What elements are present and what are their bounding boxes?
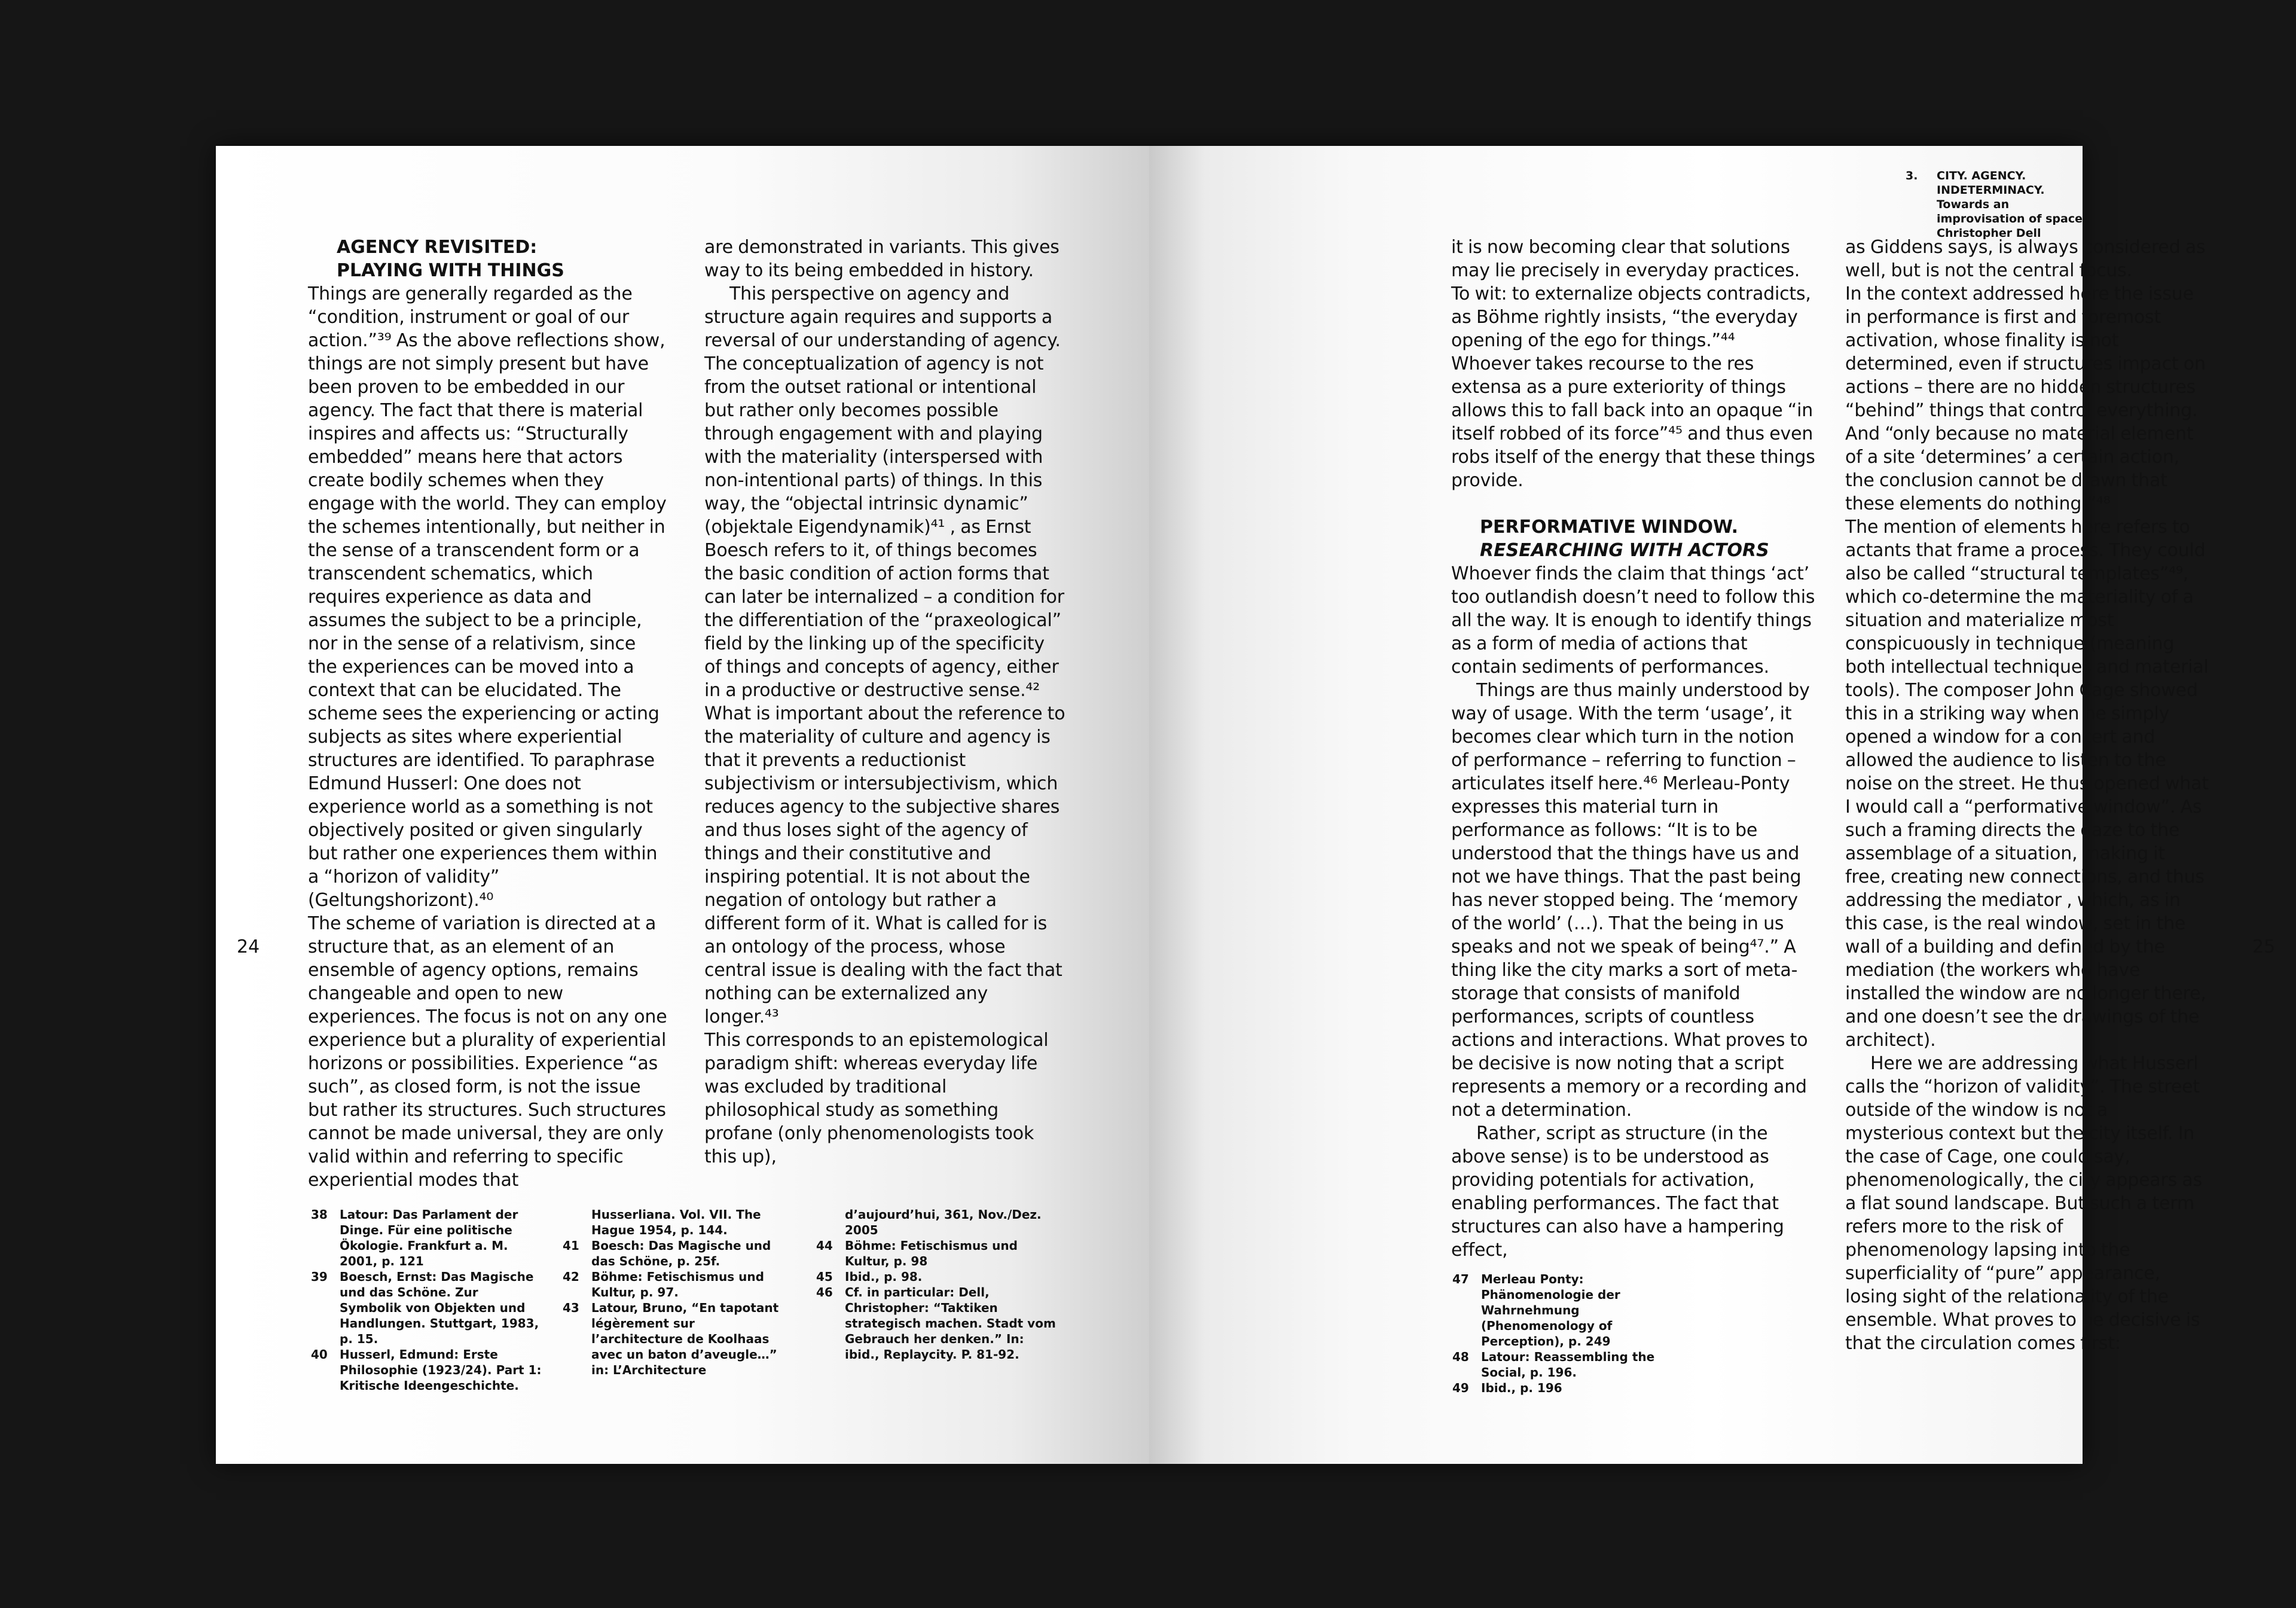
- right-column-1: [1451, 236, 1816, 1262]
- left-page: [216, 146, 1149, 1464]
- paragraph: as Giddens says, is always considered as well, but is not the central focus.: [1845, 237, 2206, 281]
- book-spread: [216, 146, 2276, 1464]
- paragraph: Things are generally regarded as the “condition, instrument or goal of our action.”³⁹ As the above reflections show, things are not simply present but have been proven to be embedded in our agency. The fact that there is material inspires and affects us: “Structurally embedded” means here that actors create bodily schemes when they engage with the world. They can employ the schemes intentionally, but neither in the sense of a transcendent form or a transcendent schematics, which requires experience as data and assumes the subject to be a principle, nor in the sense of a relativism, since the experiences can be moved into a context that can be elucidated. The scheme sees the experiencing or acting subjects as sites where experiential structures are identified. To paraphrase Edmund Husserl: One does not experience world as a something is not objectively posited or given singularly but rather one experiences them within a “horizon of validity” (Geltungshorizont).⁴⁰: [308, 283, 667, 911]
- right-column-2: [1845, 236, 2210, 1355]
- footnotes-col: [1452, 1271, 1696, 1396]
- left-column-2: [704, 236, 1066, 1168]
- page-number: 24: [237, 936, 260, 957]
- paragraph: Rather, script as structure (in the above sense) is to be understood as providing potentials for activation, enabling performances. The fact that structures can also have a hampering effect,: [1451, 1123, 1784, 1261]
- page-number: 25: [2252, 936, 2276, 957]
- paragraph: In the context addressed here the issue in performance is first and foremost activation, whose finality is not determined, even if structures impact on actions – there are no hidden structures “behind” things that control everything. And “only because no material element of a site ‘determines’ a certain action, the conclusion cannot be drawn that these elements do nothing.”⁴⁸: [1845, 283, 2206, 514]
- footnotes-col-1: [311, 1207, 543, 1393]
- footnote: Husserliana. Vol. VII. The Hague 1954, p. 144.: [591, 1207, 761, 1237]
- footnotes-col-3: [816, 1207, 1060, 1362]
- footnote: 40 Husserl, Edmund: Erste Philosophie (1923/24). Part 1: Kritische Ideengeschichte.: [311, 1347, 542, 1393]
- paragraph: Things are thus mainly understood by way of usage. With the term ‘usage’, it becomes clear which turn in the notion of performance – referring to function – articulates itself here.⁴⁶ Merleau-Ponty expresses this material turn in performance as follows: “It is to be understood that the things have us and not we have things. That the past being has never stopped being. The ‘memory of the world’ (…). That the being in us speaks and not we speak of being⁴⁷.” A thing like the city marks a sort of meta-storage that consists of manifold performances, scripts of countless actions and interactions. What proves to be decisive is now noting that a script represents a memory or a recording and not a determination.: [1451, 680, 1810, 1121]
- paragraph: Here we are addressing what Husserl calls the “horizon of validity”. The street outside of the window is not a mysterious context but the city itself. In the case of Cage, one could say, phenomenologically, the city appears as a flat sound landscape. But such a term refers more to the risk of phenomenology lapsing into the superficiality of “pure” appearance, losing sight of the relationality of the ensemble. What proves to be decisive is that the circulation comes first:: [1845, 1053, 2203, 1354]
- left-column-1: [308, 236, 670, 1192]
- paragraph: Whoever finds the claim that things ‘act’ too outlandish doesn’t need to follow this all the way. It is enough to identify things as a form of media of actions that contain sediments of performances.: [1451, 563, 1815, 678]
- paragraph: it is now becoming clear that solutions may lie precisely in everyday practices. To wit: to externalize objects contradicts, as Böhme rightly insists, “the everyday opening of the ego for things.”⁴⁴ Whoever takes recourse to the res extensa as a pure exteriority of things allows this to fall back into an opaque “in itself robbed of its force”⁴⁵ and thus even robs itself of the energy that these things provide.: [1451, 237, 1815, 491]
- footnote: 49 Ibid., p. 196: [1452, 1381, 1562, 1395]
- footnote: 43 Latour, Bruno, “En tapotant légèrement sur l’architecture de Koolhaas avec un baton d’aveugle…” in: L’Architecture: [563, 1301, 779, 1377]
- paragraph: The scheme of variation is directed at a structure that, as an element of an ensemble of agency options, remains changeable and open to new experiences. The focus is not on any one experience but a plurality of experiential horizons or possibilities. Experience “as such”, as closed form, is not the issue but rather its structures. Such structures cannot be made universal, they are only valid within and referring to specific experiential modes that: [308, 913, 667, 1191]
- paragraph: This perspective on agency and structure again requires and supports a reversal of our understanding of agency. The conceptualization of agency is not from the outset rational or intentional but rather only becomes possible through engagement with and playing with the materiality (interspersed with non-intentional parts) of things. In this way, the “objectal intrinsic dynamic” (objektale Eigendynamik)⁴¹ , as Ernst Boesch refers to it, of things becomes the basic condition of action forms that can later be internalized – a condition for the differentiation of the “praxeological” field by the linking up of the specificity of things and concepts of agency, either in a productive or destructive sense.⁴² What is important about the reference to the materiality of culture and agency is that it prevents a reductionist subjectivism or intersubjectivism, which reduces agency to the subjective shares and thus loses sight of the agency of things and their constitutive and inspiring potential. It is not about the negation of ontology but rather a different form of it. What is called for is an ontology of the process, whose central issue is dealing with the fact that nothing can be externalized any longer.⁴³: [704, 283, 1065, 1027]
- footnotes-col-2: [563, 1207, 783, 1378]
- paragraph: The mention of elements here refers to actants that frame a process. They could also be called “structural templates”⁴⁹, which co-determine the materiality of a situation and materialize most conspicuously in technique (meaning both intellectual techniques and material tools). The composer John Cage showed this in a striking way when he simply opened a window for a concert and allowed the audience to listen to the noise on the street. He thus opened what I would call a “performative window”. As such a framing directs the gaze to the assemblage of a situation, making it free, creating new connections, and thus addressing the mediator , which, as in this case, is the real window, set in the wall of a building and defined by the mediation (the workers who have installed the window are no longer there, and one doesn’t see the drawings of the architect).: [1845, 517, 2209, 1051]
- footnote: 44 Böhme: Fetischismus und Kultur, p. 98: [816, 1238, 1018, 1268]
- paragraph: This corresponds to an epistemological paradigm shift: whereas everyday life was excluded by traditional philosophical study as something profane (only phenomenologists took this up),: [704, 1030, 1049, 1167]
- section-heading: AGENCY REVISITED: PLAYING WITH THINGS: [337, 237, 564, 281]
- footnote: 45 Ibid., p. 98.: [816, 1270, 923, 1284]
- section-heading: PERFORMATIVE WINDOW. RESEARCHING WITH ACTORS: [1480, 517, 1769, 561]
- footnote: d’aujourd’hui, 361, Nov./Dez. 2005: [845, 1207, 1042, 1237]
- footnote: 39 Boesch, Ernst: Das Magische und das Schöne. Zur Symbolik von Objekten und Handlungen. Stuttgart, 1983, p. 15.: [311, 1270, 539, 1346]
- footnote: 46 Cf. in particular: Dell, Christopher: “Taktiken strategisch machen. Stadt vom Gebrauch her denken.” In: ibid., Replaycity. P. 81-92.: [816, 1285, 1056, 1362]
- footnote: 38 Latour: Das Parlament der Dinge. Für eine politische Ökologie. Frankfurt a. M. 2001, p. 121: [311, 1207, 518, 1268]
- right-page: [1149, 146, 2276, 1464]
- footnote: 47 Merleau Ponty: Phänomenologie der Wahrnehmung (Phenomenology of Perception), p. 249: [1452, 1272, 1620, 1348]
- paragraph: are demonstrated in variants. This gives way to its being embedded in history.: [704, 237, 1060, 281]
- running-head: 3. CITY. AGENCY. INDETERMINACY. Towards an improvisation of space Christopher Dell: [1906, 169, 2083, 240]
- footnote: 42 Böhme: Fetischismus und Kultur, p. 97.: [563, 1270, 764, 1299]
- footnote: 48 Latour: Reassembling the Social, p. 196.: [1452, 1350, 1655, 1380]
- footnote: 41 Boesch: Das Magische und das Schöne, p. 25f.: [563, 1238, 771, 1268]
